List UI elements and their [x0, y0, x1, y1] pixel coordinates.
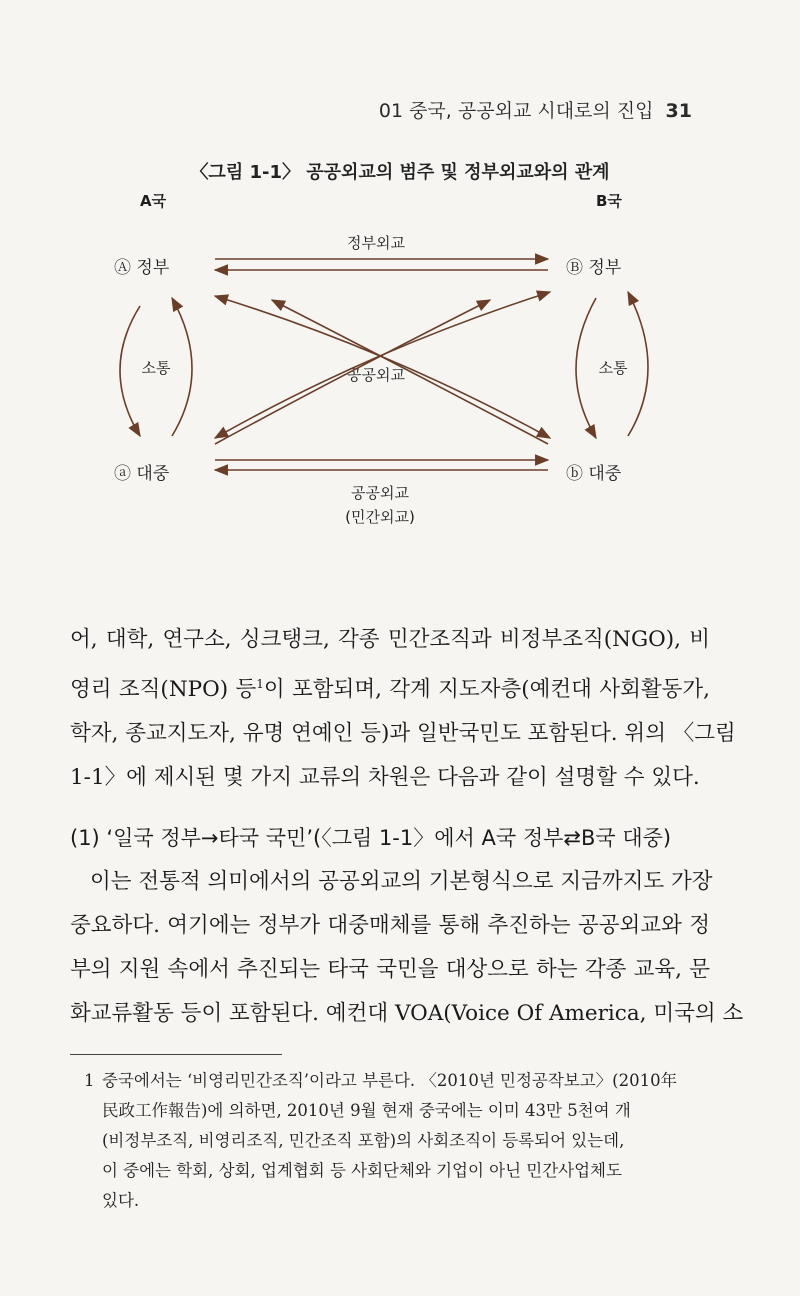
para1-line-2-b: 이 포함되며, 각계 지도자층(예컨대 사회활동가,: [263, 677, 710, 703]
paragraph-1: [70, 618, 736, 800]
footnote-number: 1: [84, 1071, 95, 1090]
label-communication-right: 소통: [598, 359, 628, 377]
para1-line-2-a: 영리 조직(NPO) 등: [70, 677, 257, 703]
label-public-diplomacy-bottom: 공공외교: [351, 484, 409, 502]
node-b-public: ⓑ 대중: [566, 464, 622, 484]
footnote-text-1: 중국에서는 ‘비영리민간조직’이라고 부른다. 〈2010년 민정공작보고〉(2010年: [102, 1071, 678, 1090]
para2-line-2: 중요하다. 여기에는 정부가 대중매체를 통해 추진하는 공공외교와 정: [70, 913, 710, 938]
para2-line-3: 부의 지원 속에서 추진되는 타국 국민을 대상으로 하는 각종 교육, 문: [70, 957, 710, 982]
country-a-label: A국: [140, 192, 167, 210]
node-a-public: ⓐ 대중: [114, 464, 170, 484]
footnote-line-3: (비정부조직, 비영리조직, 민간조직 포함)의 사회조직이 등록되어 있는데,: [102, 1131, 625, 1150]
footnote-ref[interactable]: 1: [256, 677, 264, 691]
label-communication-left: 소통: [141, 359, 171, 377]
para1-line-4: 1-1〉에 제시된 몇 가지 교류의 차원은 다음과 같이 설명할 수 있다.: [70, 765, 700, 791]
node-b-government: Ⓑ 정부: [566, 258, 622, 278]
label-civilian-diplomacy: (민간외교): [345, 508, 415, 526]
arc-left-down: [120, 306, 140, 436]
arc-right-down: [576, 298, 596, 438]
footnote-line-2: 民政工作報告)에 의하면, 2010년 9월 현재 중국에는 이미 43만 5천여 개: [102, 1101, 631, 1120]
label-government-diplomacy: 정부외교: [347, 234, 405, 252]
arc-right-up: [628, 292, 648, 436]
public-diplomacy-diagram: [0, 180, 800, 540]
arc-left-up: [172, 298, 192, 436]
country-b-label: B국: [596, 192, 622, 210]
footnote-divider: [70, 1054, 282, 1055]
page-number: 31: [665, 100, 692, 122]
para2-line-1: 이는 전통적 의미에서의 공공외교의 기본형식으로 지금까지도 가장: [90, 869, 713, 894]
running-header: [379, 96, 692, 123]
footnote-line-5: 있다.: [102, 1191, 140, 1210]
para2-line-4: 화교류활동 등이 포함된다. 예컨대 VOA(Voice Of America, 미국의 소: [70, 1001, 744, 1026]
para1-line-2: [70, 662, 710, 712]
node-a-government: Ⓐ 정부: [114, 258, 170, 278]
paragraph-2: [70, 860, 744, 1036]
footnote-line-1: [84, 1066, 696, 1096]
figure-caption: 〈그림 1-1〉 공공외교의 범주 및 정부외교와의 관계: [190, 162, 610, 183]
arrow-gov-a-curve: [272, 300, 548, 444]
label-public-diplomacy-center: 공공외교: [347, 366, 405, 384]
footnote-line-4: 이 중에는 학회, 상회, 업계협회 등 사회단체와 기업이 아닌 민간사업체도: [102, 1161, 622, 1180]
running-title: 01 중국, 공공외교 시대로의 진입: [378, 100, 654, 122]
section-heading: (1) ‘일국 정부→타국 국민’(〈그림 1-1〉에서 A국 정부⇄B국 대중): [70, 826, 672, 850]
para1-line-3: 학자, 종교지도자, 유명 연예인 등)과 일반국민도 포함된다. 위의 〈그림: [70, 721, 736, 747]
para1-line-1: 어, 대학, 연구소, 싱크탱크, 각종 민간조직과 비정부조직(NGO), 비: [70, 627, 710, 652]
footnote: [84, 1066, 696, 1216]
